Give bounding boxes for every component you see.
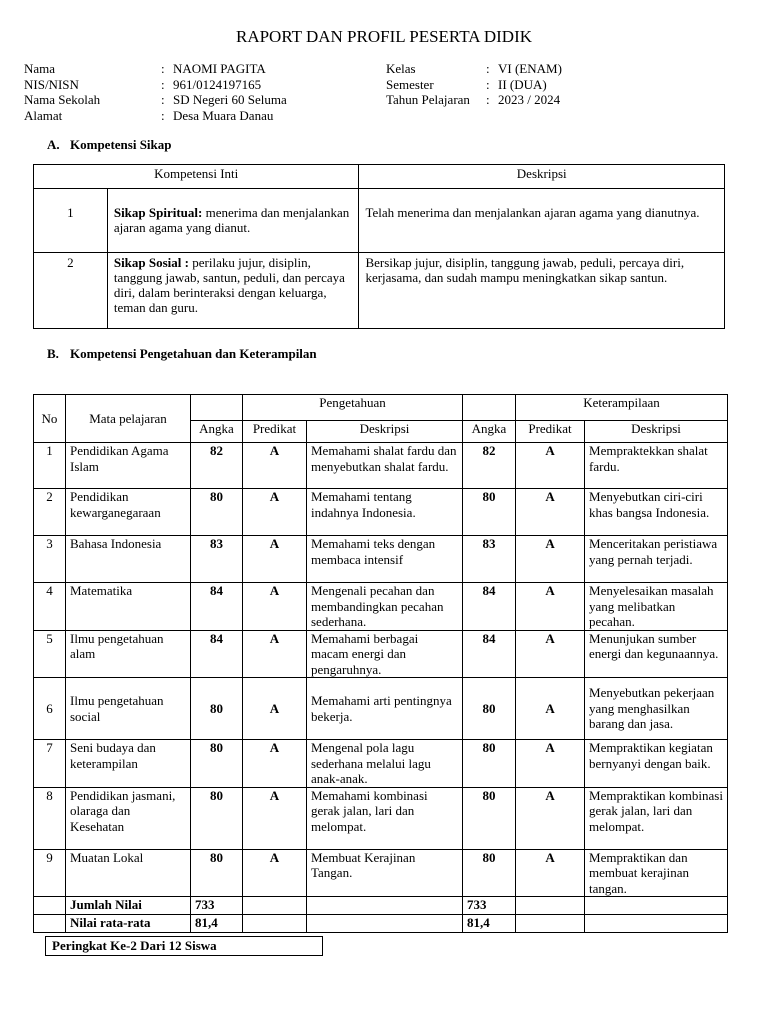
attitude-competence-text: perilaku jujur, disiplin, tanggung jawab, santun, peduli, dan percaya diri, dalam berinteraksi dengan keluarga, teman dan guru. [113, 255, 345, 315]
grade-p-angka: 84 [191, 583, 243, 631]
grade-k-deskripsi: Menyebutkan ciri-ciri khas bangsa Indonesia. [585, 489, 728, 536]
total-k-angka: 733 [463, 897, 516, 915]
total-blank [307, 897, 463, 915]
grade-k-predikat: A [516, 678, 585, 740]
grade-p-angka: 80 [191, 787, 243, 849]
grade-k-deskripsi: Mempraktekkan shalat fardu. [585, 443, 728, 489]
identity-value: NAOMI PAGITA [173, 61, 266, 76]
grade-p-predikat: A [243, 630, 307, 678]
header-keterampilan: Keterampilaan [516, 395, 728, 421]
grade-k-angka: 80 [463, 489, 516, 536]
attitude-description: Telah menerima dan menjalankan ajaran agama yang dianutnya. [359, 189, 725, 253]
grade-p-angka: 84 [191, 630, 243, 678]
section-b-letter: B. [47, 346, 59, 361]
attitude-competence-cell [107, 189, 359, 253]
student-identity-right [386, 61, 562, 108]
grade-subject: Pendidikan jasmani, olaraga dan Kesehatan [66, 787, 191, 849]
header-deskripsi: Deskripsi [359, 165, 725, 189]
grade-k-angka: 80 [463, 740, 516, 788]
section-a-heading [47, 137, 172, 152]
grade-p-predikat: A [243, 849, 307, 897]
grade-k-deskripsi: Menyebutkan pekerjaan yang menghasilkan barang dan jasa. [585, 678, 728, 740]
grade-no: 9 [34, 849, 66, 897]
identity-label: Tahun Pelajaran [386, 92, 470, 107]
grade-subject: Pendidikan Agama Islam [66, 443, 191, 489]
average-blank [243, 915, 307, 933]
total-p-angka: 733 [191, 897, 243, 915]
header-blank [191, 395, 243, 421]
grade-row [34, 678, 728, 740]
grade-k-deskripsi: Menceritakan peristiawa yang pernah terjadi. [585, 536, 728, 583]
identity-row [24, 61, 287, 77]
grade-row [34, 787, 728, 849]
grade-p-deskripsi: Memahami tentang indahnya Indonesia. [307, 489, 463, 536]
grade-k-predikat: A [516, 443, 585, 489]
grade-row [34, 849, 728, 897]
grade-p-predikat: A [243, 787, 307, 849]
grade-k-predikat: A [516, 740, 585, 788]
attitude-competence-label: Sikap Sosial : [113, 255, 189, 270]
identity-row [386, 92, 562, 108]
ranking-box: Peringkat Ke-2 Dari 12 Siswa [45, 936, 323, 956]
grade-no: 1 [34, 443, 66, 489]
grade-k-deskripsi: Mempraktikan kegiatan bernyanyi dengan baik. [585, 740, 728, 788]
identity-value: 961/0124197165 [173, 76, 262, 92]
identity-row [24, 92, 287, 108]
grade-no: 3 [34, 536, 66, 583]
grade-k-angka: 84 [463, 583, 516, 631]
average-label: Nilai rata-rata [66, 915, 191, 933]
header-pengetahuan: Pengetahuan [243, 395, 463, 421]
grade-p-predikat: A [243, 489, 307, 536]
identity-colon: : [161, 107, 165, 123]
grade-no: 5 [34, 630, 66, 678]
grade-k-angka: 80 [463, 787, 516, 849]
grade-subject: Ilmu pengetahuan alam [66, 630, 191, 678]
total-blank [243, 897, 307, 915]
average-blank [585, 915, 728, 933]
average-blank [34, 915, 66, 933]
grade-p-angka: 80 [191, 489, 243, 536]
grade-subject: Bahasa Indonesia [66, 536, 191, 583]
grade-k-predikat: A [516, 787, 585, 849]
identity-label: NIS/NISN [24, 76, 79, 92]
grades-table [33, 394, 728, 933]
identity-colon: : [486, 61, 490, 76]
grade-k-deskripsi: Menunjukan sumber energi dan kegunaannya. [585, 630, 728, 678]
grade-p-deskripsi: Memahami berbagai macam energi dan pengaruhnya. [307, 630, 463, 678]
identity-label: Nama [24, 61, 56, 76]
identity-colon: : [486, 76, 490, 92]
attitude-competence-text: menerima dan menjalankan ajaran agama yang dianut. [113, 205, 350, 235]
attitude-row-number: 2 [34, 253, 108, 329]
grade-k-angka: 83 [463, 536, 516, 583]
header-kompetensi-inti: Kompetensi Inti [34, 165, 359, 189]
grade-p-predikat: A [243, 443, 307, 489]
grade-p-angka: 82 [191, 443, 243, 489]
grade-p-deskripsi: Memahami teks dengan membaca intensif [307, 536, 463, 583]
grade-no: 8 [34, 787, 66, 849]
average-k-angka: 81,4 [463, 915, 516, 933]
grade-no: 4 [34, 583, 66, 631]
page-title: RAPORT DAN PROFIL PESERTA DIDIK [235, 27, 533, 46]
grade-row [34, 740, 728, 788]
header-p-predikat: Predikat [243, 421, 307, 443]
section-a-letter: A. [47, 137, 60, 152]
identity-colon: : [161, 76, 165, 92]
attitude-row-number: 1 [34, 189, 108, 253]
identity-label: Alamat [24, 107, 63, 123]
grade-p-deskripsi: Mengenali pecahan dan membandingkan pecahan sederhana. [307, 583, 463, 631]
grade-p-angka: 80 [191, 849, 243, 897]
grade-p-angka: 80 [191, 740, 243, 788]
grade-k-deskripsi: Mempraktikan dan membuat kerajinan tangan. [585, 849, 728, 897]
header-p-deskripsi: Deskripsi [307, 421, 463, 443]
identity-row [386, 61, 562, 77]
grade-p-predikat: A [243, 678, 307, 740]
grade-k-deskripsi: Mempraktikan kombinasi gerak jalan, lari dan melompat. [585, 787, 728, 849]
student-identity-left [24, 61, 287, 123]
header-k-predikat: Predikat [516, 421, 585, 443]
grade-no: 7 [34, 740, 66, 788]
identity-row [24, 77, 287, 93]
grade-k-angka: 82 [463, 443, 516, 489]
average-blank [516, 915, 585, 933]
grade-k-predikat: A [516, 583, 585, 631]
section-a-title: Kompetensi Sikap [70, 137, 172, 152]
grade-k-deskripsi: Menyelesaikan masalah yang melibatkan pecahan. [585, 583, 728, 631]
identity-value: VI (ENAM) [498, 61, 562, 76]
grade-p-predikat: A [243, 536, 307, 583]
grade-p-predikat: A [243, 740, 307, 788]
grade-k-angka: 80 [463, 849, 516, 897]
average-p-angka: 81,4 [191, 915, 243, 933]
grade-k-predikat: A [516, 536, 585, 583]
grade-no: 2 [34, 489, 66, 536]
header-subject: Mata pelajaran [66, 395, 191, 443]
grade-subject: Ilmu pengetahuan social [66, 678, 191, 740]
grade-row [34, 443, 728, 489]
identity-value: Desa Muara Danau [173, 107, 274, 123]
identity-label: Semester [386, 76, 434, 92]
grade-p-angka: 83 [191, 536, 243, 583]
identity-row [386, 77, 562, 93]
grade-row [34, 583, 728, 631]
grade-p-deskripsi: Mengenal pola lagu sederhana melalui lagu anak-anak. [307, 740, 463, 788]
grade-k-predikat: A [516, 630, 585, 678]
grade-p-deskripsi: Memahami arti pentingnya bekerja. [307, 678, 463, 740]
grade-row [34, 489, 728, 536]
identity-colon: : [161, 92, 165, 107]
grade-k-predikat: A [516, 849, 585, 897]
header-p-angka: Angka [191, 421, 243, 443]
grade-row [34, 630, 728, 678]
identity-colon: : [161, 61, 165, 76]
grade-p-deskripsi: Membuat Kerajinan Tangan. [307, 849, 463, 897]
identity-value: SD Negeri 60 Seluma [173, 92, 287, 107]
grade-subject: Matematika [66, 583, 191, 631]
grade-subject: Seni budaya dan keterampilan [66, 740, 191, 788]
identity-row [24, 108, 287, 124]
grade-k-predikat: A [516, 489, 585, 536]
attitude-competence-label: Sikap Spiritual: [113, 205, 203, 220]
grade-no: 6 [34, 678, 66, 740]
identity-label: Kelas [386, 61, 416, 76]
grade-subject: Pendidikan kewarganegaraan [66, 489, 191, 536]
grade-k-angka: 84 [463, 630, 516, 678]
attitude-competence-cell [107, 253, 359, 329]
section-b-title: Kompetensi Pengetahuan dan Keterampilan [70, 346, 317, 361]
grade-p-angka: 80 [191, 678, 243, 740]
total-blank [34, 897, 66, 915]
grade-p-deskripsi: Memahami kombinasi gerak jalan, lari dan melompat. [307, 787, 463, 849]
average-blank [307, 915, 463, 933]
grade-p-predikat: A [243, 583, 307, 631]
header-blank [463, 395, 516, 421]
grade-k-angka: 80 [463, 678, 516, 740]
identity-value: II (DUA) [498, 76, 547, 92]
section-b-heading [47, 346, 317, 361]
total-blank [585, 897, 728, 915]
total-label: Jumlah Nilai [66, 897, 191, 915]
header-no: No [34, 395, 66, 443]
grade-subject: Muatan Lokal [66, 849, 191, 897]
attitude-competence-table [33, 164, 725, 329]
header-k-deskripsi: Deskripsi [585, 421, 728, 443]
total-blank [516, 897, 585, 915]
attitude-description: Bersikap jujur, disiplin, tanggung jawab, peduli, percaya diri, kerjasama, dan sudah mampu meningkatkan sikap santun. [359, 253, 725, 329]
grade-row [34, 536, 728, 583]
identity-colon: : [486, 92, 490, 107]
grade-p-deskripsi: Memahami shalat fardu dan menyebutkan shalat fardu. [307, 443, 463, 489]
identity-label: Nama Sekolah [24, 92, 101, 107]
header-k-angka: Angka [463, 421, 516, 443]
identity-value: 2023 / 2024 [498, 92, 561, 107]
